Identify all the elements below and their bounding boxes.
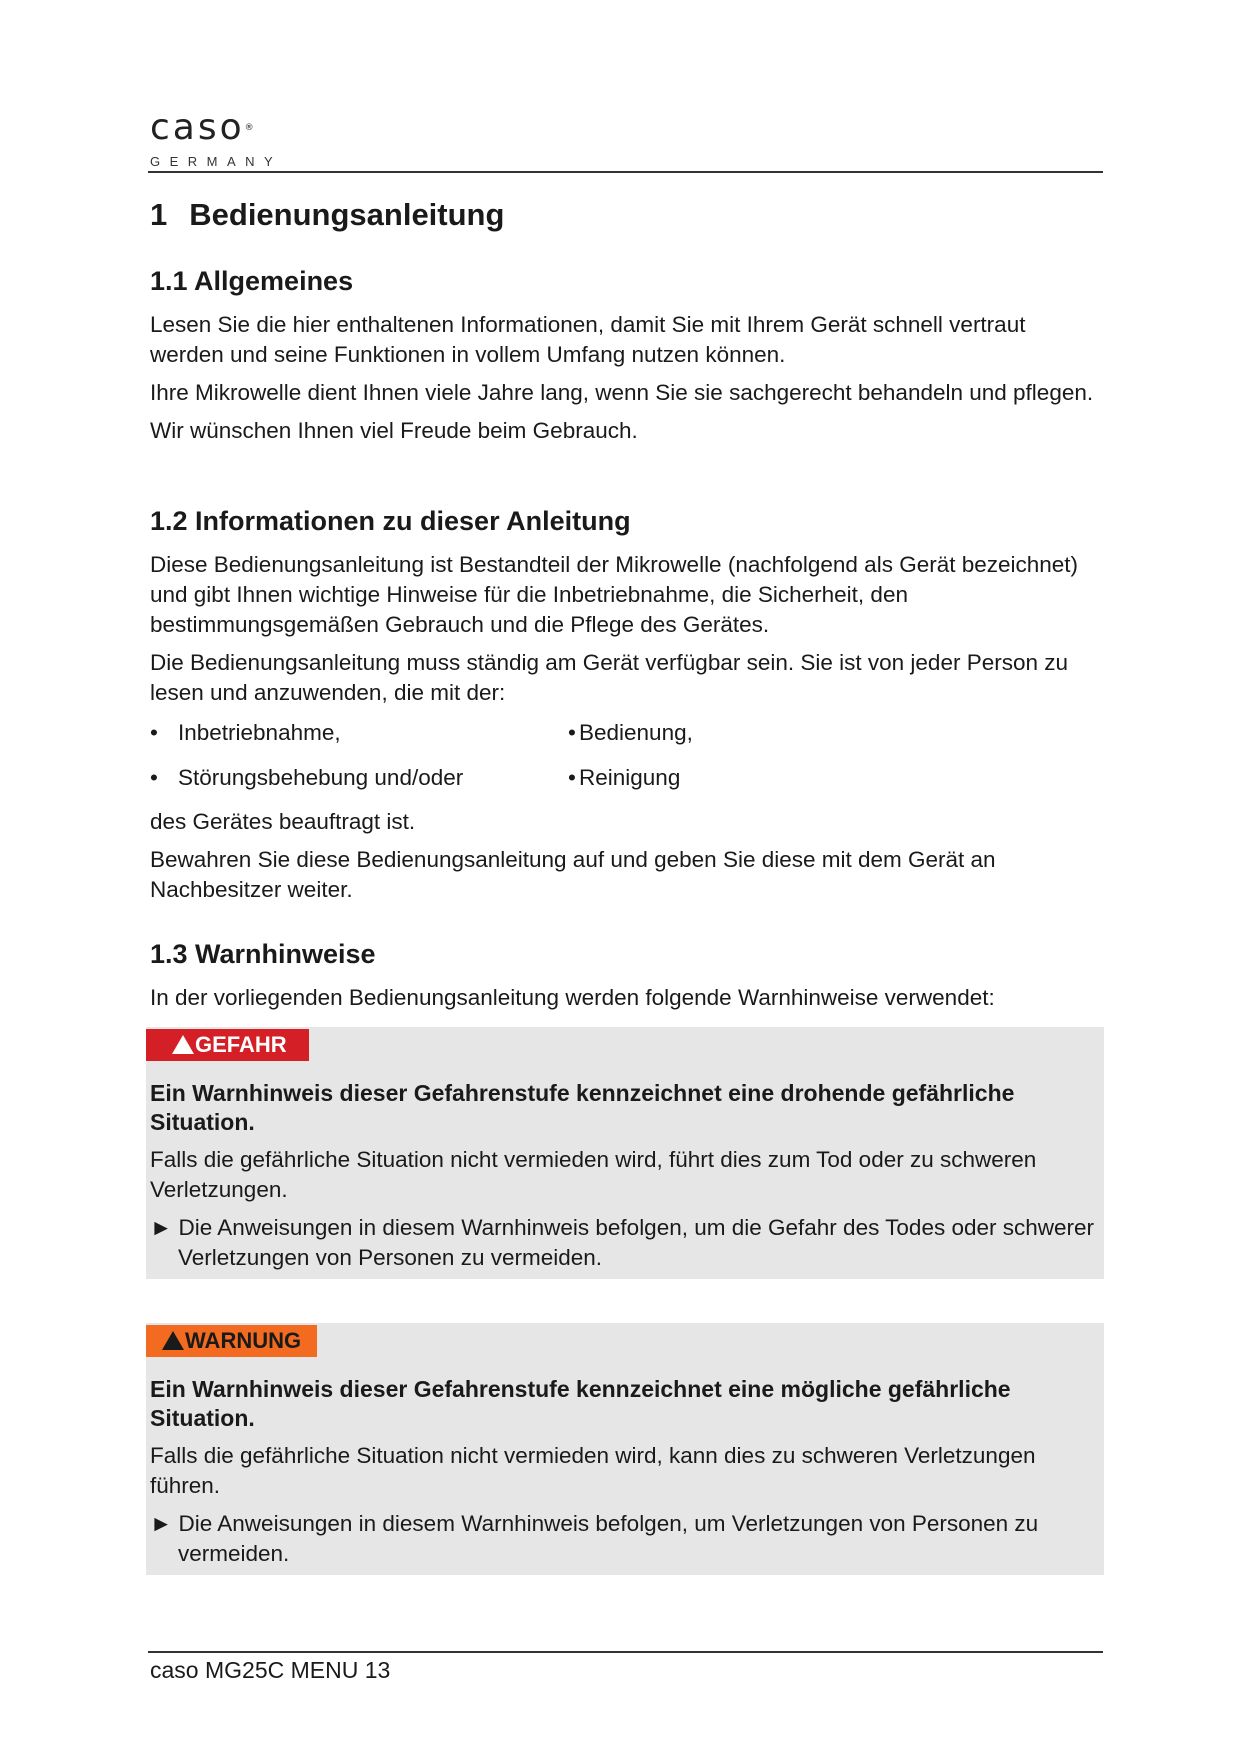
paragraph: des Gerätes beauftragt ist. — [150, 809, 416, 834]
paragraph: In der vorliegenden Bedienungsanleitung werden folgende Warnhinweise verwendet: — [150, 985, 995, 1010]
section-heading-1-3: 1.3 Warnhinweise — [150, 939, 376, 969]
notice-action: ► Die Anweisungen in diesem Warnhinweis befolgen, um Verletzungen von Personen zu vermeiden. — [150, 1511, 1039, 1566]
notice-summary: Ein Warnhinweis dieser Gefahrenstufe kennzeichnet eine mögliche gefährliche Situation. — [150, 1376, 1011, 1431]
notice-summary: Ein Warnhinweis dieser Gefahrenstufe kennzeichnet eine drohende gefährliche Situation. — [150, 1080, 1015, 1135]
section-heading-1-2: 1.2 Informationen zu dieser Anleitung — [150, 506, 631, 536]
notice-action: ► Die Anweisungen in diesem Warnhinweis befolgen, um die Gefahr des Todes oder schwerer Verletzungen von Personen zu vermeiden. — [150, 1215, 1095, 1270]
danger-notice — [146, 1027, 1104, 1279]
list-item: • Reinigung — [568, 763, 1100, 793]
warning-notice — [146, 1323, 1104, 1575]
paragraph: Lesen Sie die hier enthaltenen Informationen, damit Sie mit Ihrem Gerät schnell vertraut werden und seine Funktionen in vollem Umfang nutzen können. — [150, 312, 1026, 367]
danger-badge: GEFAHR — [146, 1029, 309, 1061]
warning-badge: WARNUNG — [146, 1325, 317, 1357]
paragraph: Wir wünschen Ihnen viel Freude beim Gebrauch. — [150, 418, 638, 443]
notice-text: Falls die gefährliche Situation nicht vermieden wird, führt dies zum Tod oder zu schweren Verletzungen. — [150, 1147, 1037, 1202]
list-item: • Bedienung, — [568, 718, 1100, 748]
logo-subtitle: GERMANY — [150, 154, 283, 169]
warning-triangle-icon — [162, 1331, 184, 1350]
logo-wordmark: caso® — [150, 107, 254, 148]
bullet-list — [150, 718, 1100, 793]
page-content — [150, 190, 1100, 1575]
chapter-title: 1 Bedienungsanleitung — [150, 197, 505, 232]
paragraph: Ihre Mikrowelle dient Ihnen viele Jahre lang, wenn Sie sie sachgerecht behandeln und pflegen. — [150, 380, 1094, 405]
paragraph: Bewahren Sie diese Bedienungsanleitung auf und geben Sie diese mit dem Gerät an Nachbesitzer weiter. — [150, 847, 996, 902]
header-rule — [148, 171, 1103, 173]
page-footer: caso MG25C MENU 13 — [150, 1657, 391, 1683]
notice-text: Falls die gefährliche Situation nicht vermieden wird, kann dies zu schweren Verletzungen führen. — [150, 1443, 1036, 1498]
section-heading-1-1: 1.1 Allgemeines — [150, 266, 354, 296]
list-item: • Inbetriebnahme, — [150, 718, 568, 748]
brand-logo — [150, 107, 283, 169]
paragraph: Diese Bedienungsanleitung ist Bestandteil der Mikrowelle (nachfolgend als Gerät bezeichnet) und gibt Ihnen wichtige Hinweise für die Inbetriebnahme, die Sicherheit, den bestimmungsgemäßen Gebrauch und die Pflege des Gerätes. — [150, 552, 1079, 637]
paragraph: Die Bedienungsanleitung muss ständig am Gerät verfügbar sein. Sie ist von jeder Person zu lesen und anzuwenden, die mit der: — [150, 650, 1069, 705]
footer-rule — [148, 1651, 1103, 1653]
list-item: • Störungsbehebung und/oder — [150, 763, 568, 793]
warning-triangle-icon — [172, 1035, 194, 1054]
